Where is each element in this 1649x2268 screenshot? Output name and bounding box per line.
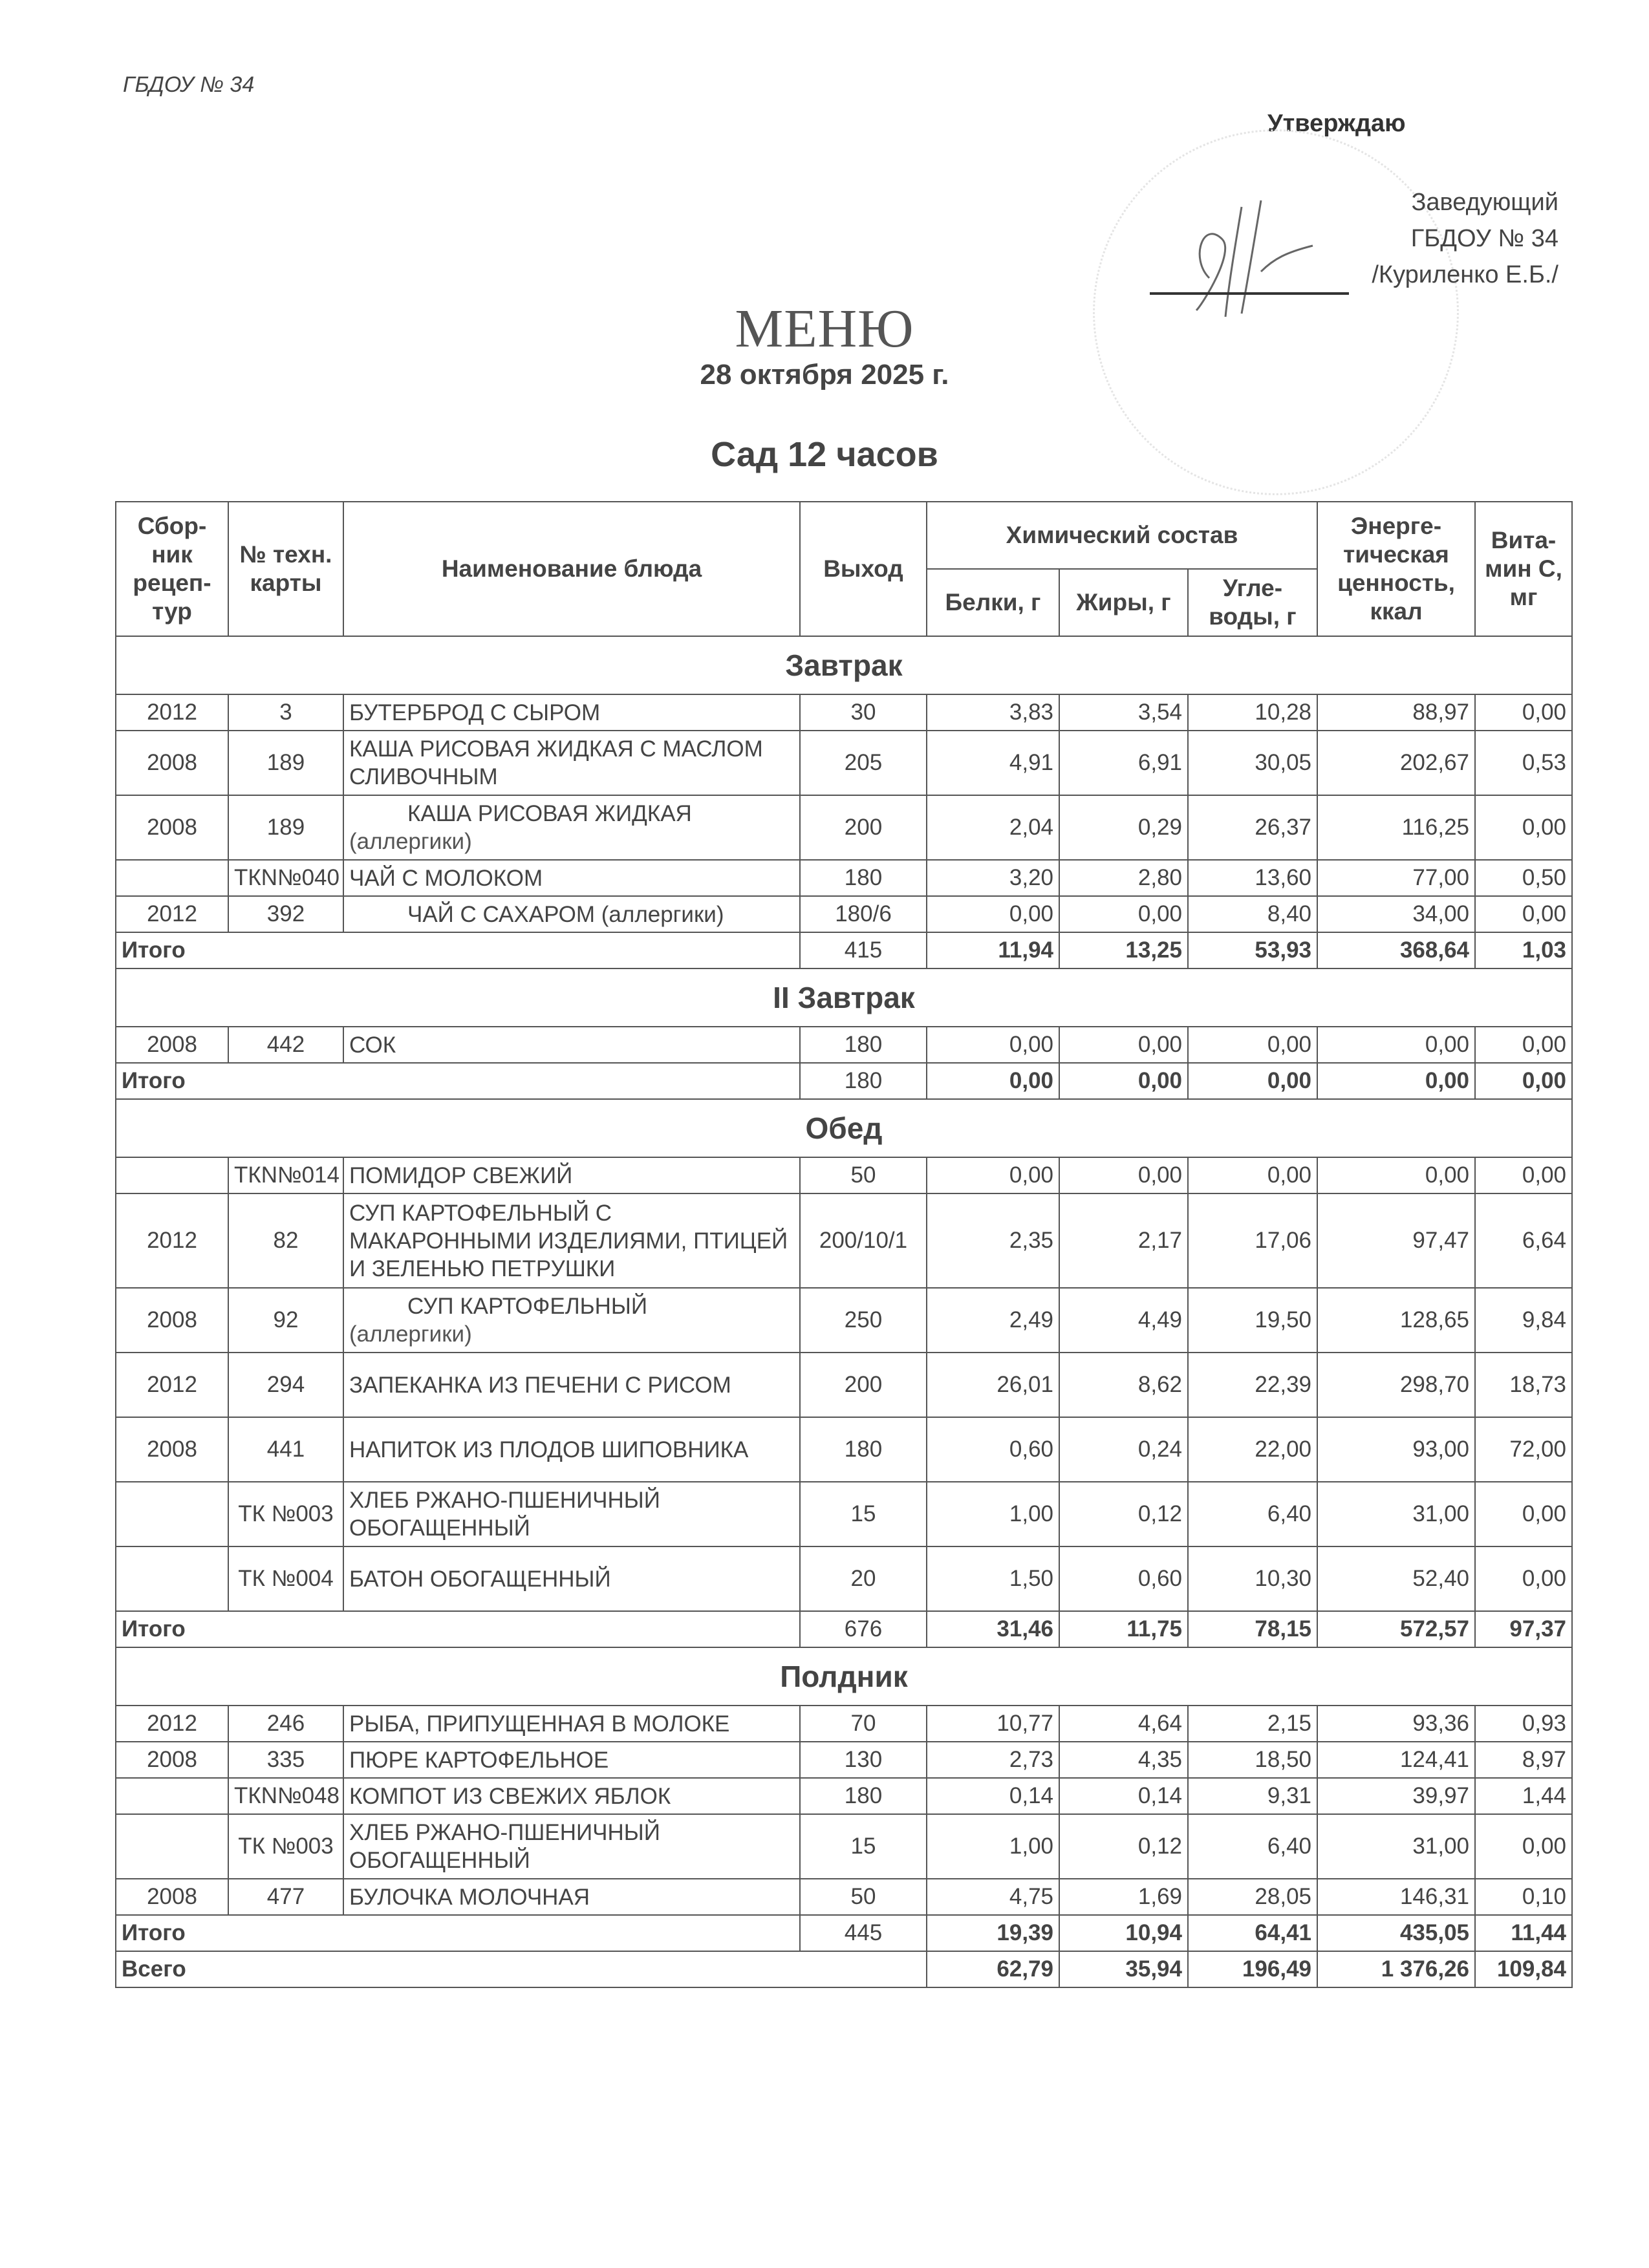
- dish-row: [116, 1193, 1572, 1288]
- grand-total-proteins: 62,79: [927, 1951, 1059, 1987]
- dish-name-cell: [343, 795, 800, 860]
- col-vitamin-c: Вита-мин С, мг: [1475, 502, 1572, 636]
- col-energy: Энерге-тическая ценность, ккал: [1317, 502, 1475, 636]
- section-title: Завтрак: [116, 636, 1572, 694]
- dish-name-cell: [343, 1417, 800, 1482]
- col-tech-card: № техн. карты: [228, 502, 343, 636]
- fats-value: 4,64: [1059, 1706, 1188, 1742]
- subtotal-carbs: 53,93: [1188, 932, 1317, 968]
- dish-name-cell: [343, 1193, 800, 1288]
- output-value: 200: [800, 795, 927, 860]
- proteins-value: 3,83: [927, 694, 1059, 731]
- fats-value: 0,24: [1059, 1417, 1188, 1482]
- dish-row: [116, 1157, 1572, 1193]
- dish-row: [116, 731, 1572, 795]
- carbs-value: 10,30: [1188, 1546, 1317, 1611]
- recipe-collection: 2012: [116, 1353, 228, 1417]
- col-dish-name: Наименование блюда: [343, 502, 800, 636]
- energy-value: 77,00: [1317, 860, 1475, 896]
- proteins-value: 1,00: [927, 1482, 1059, 1546]
- proteins-value: 2,73: [927, 1742, 1059, 1778]
- dish-name: ПОМИДОР СВЕЖИЙ: [349, 1162, 573, 1188]
- energy-value: 124,41: [1317, 1742, 1475, 1778]
- fats-value: 8,62: [1059, 1353, 1188, 1417]
- organization-name: ГБДОУ № 34: [123, 72, 255, 97]
- energy-value: 34,00: [1317, 896, 1475, 932]
- vitc-value: 0,00: [1475, 1027, 1572, 1063]
- fats-value: 0,00: [1059, 1157, 1188, 1193]
- vitc-value: 0,00: [1475, 1546, 1572, 1611]
- output-value: 180/6: [800, 896, 927, 932]
- section-title: Обед: [116, 1099, 1572, 1157]
- grand-total-label: Всего: [116, 1951, 927, 1987]
- section-header-row: [116, 636, 1572, 694]
- subtotal-energy: 572,57: [1317, 1611, 1475, 1647]
- dish-name-cell: [343, 1706, 800, 1742]
- vitc-value: 0,53: [1475, 731, 1572, 795]
- document-title: МЕНЮ: [735, 299, 914, 359]
- signature-line: [1150, 292, 1349, 295]
- recipe-collection: 2008: [116, 1742, 228, 1778]
- dish-row: [116, 795, 1572, 860]
- tech-card-number: 294: [228, 1353, 343, 1417]
- dish-row: [116, 1353, 1572, 1417]
- output-value: 180: [800, 1027, 927, 1063]
- section-title: Полдник: [116, 1647, 1572, 1706]
- recipe-collection: [116, 1546, 228, 1611]
- vitc-value: 0,00: [1475, 694, 1572, 731]
- proteins-value: 0,00: [927, 896, 1059, 932]
- tech-card-number: 477: [228, 1879, 343, 1915]
- subtotal-fats: 10,94: [1059, 1915, 1188, 1951]
- dish-name-cell: [343, 1288, 800, 1353]
- subtotal-vitc: 1,03: [1475, 932, 1572, 968]
- subtotal-proteins: 11,94: [927, 932, 1059, 968]
- proteins-value: 3,20: [927, 860, 1059, 896]
- carbs-value: 22,00: [1188, 1417, 1317, 1482]
- recipe-collection: 2012: [116, 1706, 228, 1742]
- col-chemical-group: Химический состав: [927, 502, 1317, 569]
- subtotal-row: [116, 1915, 1572, 1951]
- dish-name-cell: [343, 1353, 800, 1417]
- subtotal-vitc: 0,00: [1475, 1063, 1572, 1099]
- recipe-collection: [116, 1814, 228, 1879]
- dish-name: ХЛЕБ РЖАНО-ПШЕНИЧНЫЙ ОБОГАЩЕННЫЙ: [349, 1820, 660, 1873]
- output-value: 205: [800, 731, 927, 795]
- subtotal-output: 445: [800, 1915, 927, 1951]
- section-header-row: [116, 968, 1572, 1027]
- recipe-collection: [116, 1778, 228, 1814]
- recipe-collection: 2008: [116, 1417, 228, 1482]
- fats-value: 3,54: [1059, 694, 1188, 731]
- dish-name-cell: [343, 1482, 800, 1546]
- recipe-collection: [116, 1482, 228, 1546]
- energy-value: 202,67: [1317, 731, 1475, 795]
- menu-table: [115, 501, 1573, 1988]
- subtotal-label: Итого: [116, 1063, 800, 1099]
- tech-card-number: ТКN№040: [228, 860, 343, 896]
- approve-label: Утверждаю: [1267, 110, 1406, 137]
- fats-value: 1,69: [1059, 1879, 1188, 1915]
- document-date: 28 октября 2025 г.: [700, 359, 949, 390]
- section-header-row: [116, 1647, 1572, 1706]
- carbs-value: 0,00: [1188, 1157, 1317, 1193]
- energy-value: 93,36: [1317, 1706, 1475, 1742]
- subtotal-label: Итого: [116, 1915, 800, 1951]
- energy-value: 0,00: [1317, 1027, 1475, 1063]
- proteins-value: 2,04: [927, 795, 1059, 860]
- vitc-value: 18,73: [1475, 1353, 1572, 1417]
- dish-name: БАТОН ОБОГАЩЕННЫЙ: [349, 1566, 611, 1592]
- fats-value: 2,17: [1059, 1193, 1188, 1288]
- proteins-value: 4,91: [927, 731, 1059, 795]
- output-value: 130: [800, 1742, 927, 1778]
- recipe-collection: [116, 1157, 228, 1193]
- dish-name: КАША РИСОВАЯ ЖИДКАЯ: [407, 801, 692, 826]
- recipe-collection: 2008: [116, 795, 228, 860]
- proteins-value: 0,60: [927, 1417, 1059, 1482]
- proteins-value: 2,35: [927, 1193, 1059, 1288]
- dish-row: [116, 694, 1572, 731]
- fats-value: 6,91: [1059, 731, 1188, 795]
- dish-name-cell: [343, 896, 800, 932]
- proteins-value: 0,14: [927, 1778, 1059, 1814]
- energy-value: 93,00: [1317, 1417, 1475, 1482]
- energy-value: 31,00: [1317, 1482, 1475, 1546]
- document-subtitle: Сад 12 часов: [711, 435, 938, 474]
- dish-name-cell: [343, 1157, 800, 1193]
- dish-name: КАША РИСОВАЯ ЖИДКАЯ С МАСЛОМ СЛИВОЧНЫМ: [349, 736, 763, 789]
- output-value: 200/10/1: [800, 1193, 927, 1288]
- dish-name-cell: [343, 731, 800, 795]
- tech-card-number: 82: [228, 1193, 343, 1288]
- subtotal-vitc: 11,44: [1475, 1915, 1572, 1951]
- tech-card-number: 189: [228, 795, 343, 860]
- carbs-value: 18,50: [1188, 1742, 1317, 1778]
- tech-card-number: ТК №004: [228, 1546, 343, 1611]
- carbs-value: 2,15: [1188, 1706, 1317, 1742]
- output-value: 200: [800, 1353, 927, 1417]
- dish-name-cell: [343, 1814, 800, 1879]
- dish-name-cell: [343, 1027, 800, 1063]
- tech-card-number: 3: [228, 694, 343, 731]
- dish-name-cell: [343, 1546, 800, 1611]
- carbs-value: 10,28: [1188, 694, 1317, 731]
- dish-note: (аллергики): [349, 829, 472, 854]
- fats-value: 2,80: [1059, 860, 1188, 896]
- vitc-value: 0,00: [1475, 1157, 1572, 1193]
- carbs-value: 28,05: [1188, 1879, 1317, 1915]
- col-collection: Сбор-ник рецеп-тур: [116, 502, 228, 636]
- tech-card-number: 92: [228, 1288, 343, 1353]
- approver-institution: ГБДОУ № 34: [1410, 225, 1558, 252]
- col-fats: Жиры, г: [1059, 569, 1188, 636]
- vitc-value: 6,64: [1475, 1193, 1572, 1288]
- dish-name: БУЛОЧКА МОЛОЧНАЯ: [349, 1884, 590, 1910]
- section-title: II Завтрак: [116, 968, 1572, 1027]
- grand-total-row: [116, 1951, 1572, 1987]
- carbs-value: 0,00: [1188, 1027, 1317, 1063]
- tech-card-number: 335: [228, 1742, 343, 1778]
- dish-row: [116, 1879, 1572, 1915]
- recipe-collection: 2012: [116, 896, 228, 932]
- output-value: 15: [800, 1482, 927, 1546]
- proteins-value: 10,77: [927, 1706, 1059, 1742]
- carbs-value: 8,40: [1188, 896, 1317, 932]
- subtotal-output: 676: [800, 1611, 927, 1647]
- energy-value: 39,97: [1317, 1778, 1475, 1814]
- carbs-value: 6,40: [1188, 1814, 1317, 1879]
- carbs-value: 13,60: [1188, 860, 1317, 896]
- vitc-value: 0,00: [1475, 795, 1572, 860]
- subtotal-proteins: 19,39: [927, 1915, 1059, 1951]
- dish-name: НАПИТОК ИЗ ПЛОДОВ ШИПОВНИКА: [349, 1437, 749, 1462]
- dish-row: [116, 1417, 1572, 1482]
- energy-value: 97,47: [1317, 1193, 1475, 1288]
- grand-total-carbs: 196,49: [1188, 1951, 1317, 1987]
- recipe-collection: 2012: [116, 1193, 228, 1288]
- subtotal-label: Итого: [116, 1611, 800, 1647]
- vitc-value: 0,10: [1475, 1879, 1572, 1915]
- vitc-value: 72,00: [1475, 1417, 1572, 1482]
- dish-name: СУП КАРТОФЕЛЬНЫЙ: [407, 1294, 648, 1319]
- output-value: 15: [800, 1814, 927, 1879]
- dish-row: [116, 860, 1572, 896]
- carbs-value: 26,37: [1188, 795, 1317, 860]
- vitc-value: 1,44: [1475, 1778, 1572, 1814]
- vitc-value: 0,50: [1475, 860, 1572, 896]
- fats-value: 4,49: [1059, 1288, 1188, 1353]
- carbs-value: 17,06: [1188, 1193, 1317, 1288]
- output-value: 30: [800, 694, 927, 731]
- menu-body: [116, 636, 1572, 1987]
- fats-value: 0,00: [1059, 896, 1188, 932]
- proteins-value: 26,01: [927, 1353, 1059, 1417]
- grand-total-vitc: 109,84: [1475, 1951, 1572, 1987]
- tech-card-number: 189: [228, 731, 343, 795]
- subtotal-energy: 0,00: [1317, 1063, 1475, 1099]
- energy-value: 298,70: [1317, 1353, 1475, 1417]
- dish-name: ЧАЙ С МОЛОКОМ: [349, 865, 543, 891]
- output-value: 70: [800, 1706, 927, 1742]
- vitc-value: 9,84: [1475, 1288, 1572, 1353]
- proteins-value: 2,49: [927, 1288, 1059, 1353]
- fats-value: 0,00: [1059, 1027, 1188, 1063]
- proteins-value: 0,00: [927, 1027, 1059, 1063]
- dish-name-cell: [343, 860, 800, 896]
- tech-card-number: 246: [228, 1706, 343, 1742]
- output-value: 50: [800, 1879, 927, 1915]
- dish-name: ЧАЙ С САХАРОМ (аллергики): [407, 901, 724, 927]
- dish-name: РЫБА, ПРИПУЩЕННАЯ В МОЛОКЕ: [349, 1711, 730, 1737]
- energy-value: 31,00: [1317, 1814, 1475, 1879]
- fats-value: 0,14: [1059, 1778, 1188, 1814]
- output-value: 180: [800, 1417, 927, 1482]
- approver-position: Заведующий: [1411, 189, 1558, 216]
- fats-value: 4,35: [1059, 1742, 1188, 1778]
- dish-name-cell: [343, 1778, 800, 1814]
- grand-total-energy: 1 376,26: [1317, 1951, 1475, 1987]
- dish-name: ЗАПЕКАНКА ИЗ ПЕЧЕНИ С РИСОМ: [349, 1372, 731, 1398]
- recipe-collection: 2008: [116, 731, 228, 795]
- subtotal-fats: 11,75: [1059, 1611, 1188, 1647]
- subtotal-carbs: 78,15: [1188, 1611, 1317, 1647]
- dish-row: [116, 1706, 1572, 1742]
- col-output: Выход: [800, 502, 927, 636]
- vitc-value: 0,00: [1475, 1482, 1572, 1546]
- dish-row: [116, 1814, 1572, 1879]
- recipe-collection: 2008: [116, 1027, 228, 1063]
- dish-name-cell: [343, 1742, 800, 1778]
- subtotal-row: [116, 932, 1572, 968]
- subtotal-energy: 368,64: [1317, 932, 1475, 968]
- tech-card-number: ТКN№014: [228, 1157, 343, 1193]
- recipe-collection: 2012: [116, 694, 228, 731]
- dish-row: [116, 1742, 1572, 1778]
- subtotal-carbs: 0,00: [1188, 1063, 1317, 1099]
- subtotal-fats: 0,00: [1059, 1063, 1188, 1099]
- dish-name: БУТЕРБРОД С СЫРОМ: [349, 700, 601, 725]
- carbs-value: 6,40: [1188, 1482, 1317, 1546]
- subtotal-row: [116, 1611, 1572, 1647]
- energy-value: 52,40: [1317, 1546, 1475, 1611]
- energy-value: 146,31: [1317, 1879, 1475, 1915]
- subtotal-output: 415: [800, 932, 927, 968]
- carbs-value: 30,05: [1188, 731, 1317, 795]
- subtotal-proteins: 31,46: [927, 1611, 1059, 1647]
- proteins-value: 0,00: [927, 1157, 1059, 1193]
- vitc-value: 0,93: [1475, 1706, 1572, 1742]
- dish-row: [116, 1546, 1572, 1611]
- vitc-value: 0,00: [1475, 1814, 1572, 1879]
- dish-row: [116, 1288, 1572, 1353]
- subtotal-vitc: 97,37: [1475, 1611, 1572, 1647]
- dish-row: [116, 1027, 1572, 1063]
- output-value: 20: [800, 1546, 927, 1611]
- approver-name: /Куриленко Е.Б./: [1372, 261, 1558, 288]
- col-proteins: Белки, г: [927, 569, 1059, 636]
- output-value: 250: [800, 1288, 927, 1353]
- carbs-value: 19,50: [1188, 1288, 1317, 1353]
- subtotal-label: Итого: [116, 932, 800, 968]
- dish-name: ХЛЕБ РЖАНО-ПШЕНИЧНЫЙ ОБОГАЩЕННЫЙ: [349, 1488, 660, 1541]
- grand-total-fats: 35,94: [1059, 1951, 1188, 1987]
- proteins-value: 1,00: [927, 1814, 1059, 1879]
- dish-row: [116, 896, 1572, 932]
- energy-value: 0,00: [1317, 1157, 1475, 1193]
- subtotal-output: 180: [800, 1063, 927, 1099]
- col-carbs: Угле-воды, г: [1188, 569, 1317, 636]
- output-value: 180: [800, 860, 927, 896]
- recipe-collection: 2008: [116, 1879, 228, 1915]
- output-value: 180: [800, 1778, 927, 1814]
- fats-value: 0,12: [1059, 1814, 1188, 1879]
- tech-card-number: ТКN№048: [228, 1778, 343, 1814]
- dish-row: [116, 1778, 1572, 1814]
- proteins-value: 1,50: [927, 1546, 1059, 1611]
- tech-card-number: ТК №003: [228, 1814, 343, 1879]
- carbs-value: 9,31: [1188, 1778, 1317, 1814]
- dish-name: СУП КАРТОФЕЛЬНЫЙ С МАКАРОННЫМИ ИЗДЕЛИЯМИ, ПТИЦЕЙ И ЗЕЛЕНЬЮ ПЕТРУШКИ: [349, 1200, 788, 1281]
- vitc-value: 8,97: [1475, 1742, 1572, 1778]
- energy-value: 88,97: [1317, 694, 1475, 731]
- recipe-collection: 2008: [116, 1288, 228, 1353]
- subtotal-energy: 435,05: [1317, 1915, 1475, 1951]
- dish-name: ПЮРЕ КАРТОФЕЛЬНОЕ: [349, 1747, 609, 1773]
- fats-value: 0,60: [1059, 1546, 1188, 1611]
- subtotal-fats: 13,25: [1059, 932, 1188, 968]
- dish-name: КОМПОТ ИЗ СВЕЖИХ ЯБЛОК: [349, 1783, 671, 1809]
- subtotal-carbs: 64,41: [1188, 1915, 1317, 1951]
- dish-row: [116, 1482, 1572, 1546]
- tech-card-number: 442: [228, 1027, 343, 1063]
- subtotal-row: [116, 1063, 1572, 1099]
- fats-value: 0,29: [1059, 795, 1188, 860]
- dish-name: СОК: [349, 1032, 396, 1058]
- energy-value: 128,65: [1317, 1288, 1475, 1353]
- recipe-collection: [116, 860, 228, 896]
- dish-note: (аллергики): [349, 1321, 472, 1347]
- proteins-value: 4,75: [927, 1879, 1059, 1915]
- tech-card-number: 392: [228, 896, 343, 932]
- tech-card-number: 441: [228, 1417, 343, 1482]
- carbs-value: 22,39: [1188, 1353, 1317, 1417]
- subtotal-proteins: 0,00: [927, 1063, 1059, 1099]
- dish-name-cell: [343, 694, 800, 731]
- energy-value: 116,25: [1317, 795, 1475, 860]
- output-value: 50: [800, 1157, 927, 1193]
- tech-card-number: ТК №003: [228, 1482, 343, 1546]
- section-header-row: [116, 1099, 1572, 1157]
- vitc-value: 0,00: [1475, 896, 1572, 932]
- dish-name-cell: [343, 1879, 800, 1915]
- fats-value: 0,12: [1059, 1482, 1188, 1546]
